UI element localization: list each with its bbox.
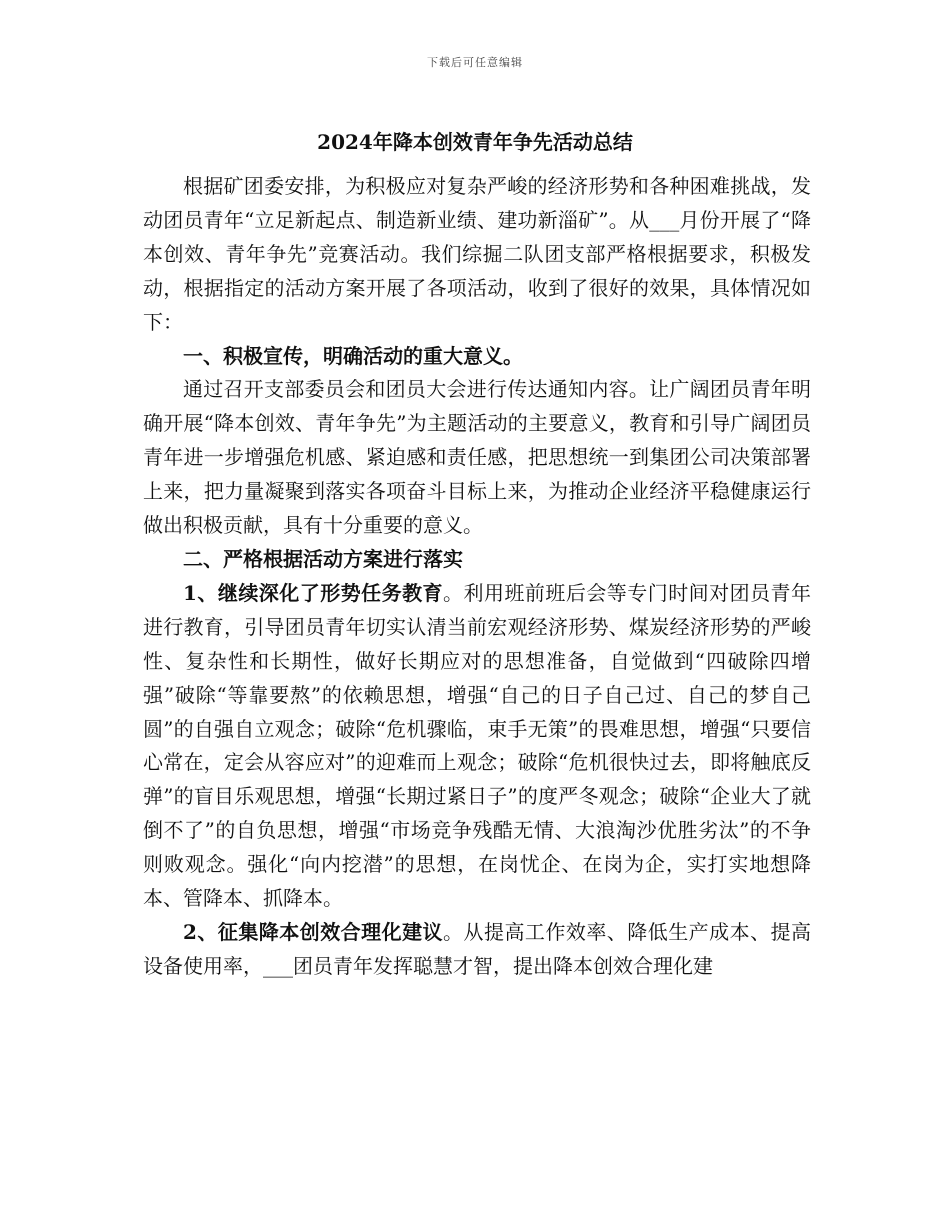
paragraph-publicity: 通过召开支部委员会和团员大会进行传达通知内容。让广阔团员青年明确开展“降本创效、青年争先”为主题活动的主要意义，教育和引导广阔团员青年进一步增强危机感、紧迫感和责任感，把思想统一到集团公司决策部署上来，把力量凝聚到落实各项奋斗目标上来，为推动企业经济平稳健康运行做出积极贡献，具有十分重要的意义。	[143, 377, 811, 538]
section-heading-1: 一、积极宣传，明确活动的重大意义。	[183, 343, 523, 368]
paragraph-suggestions-lead: 2、征集降本创效合理化建议	[183, 919, 444, 944]
paragraph-education	[143, 577, 811, 916]
paragraph-suggestions-text: 。从提高工作效率、降低生产成本、提高设备使用率，___团员青年发挥聪慧才智，提出降本创效合理化建	[143, 919, 812, 978]
document-title: 2024年降本创效青年争先活动总结	[317, 130, 633, 154]
paragraph-education-lead: 1、继续深化了形势任务教育	[183, 580, 444, 605]
section-heading-2: 二、严格根据活动方案进行落实	[183, 546, 463, 571]
paragraph-education-text: 。利用班前班后会等专门时间对团员青年进行教育，引导团员青年切实认清当前宏观经济形势、煤炭经济形势的严峻性、复杂性和长期性，做好长期应对的思想准备，自觉做到“四破除四增强”破除“等靠要熬”的依赖思想，增强“自己的日子自己过、自己的梦自己圆”的自强自立观念；破除“危机骤临，束手无策”的畏难思想，增强“只要信心常在，定会从容应对”的迎难而上观念；破除“危机很快过去，即将触底反弹”的盲目乐观思想，增强“长期过紧日子”的度严冬观念；破除“企业大了就倒不了”的自负思想，增强“市场竞争残酷无情、大浪淘沙优胜劣汰”的不争则败观念。强化“向内挖潜”的思想，在岗忧企、在岗为企，实打实地想降本、管降本、抓降本。	[143, 580, 812, 911]
paragraph-suggestions	[143, 916, 811, 984]
header-note: 下载后可任意编辑	[427, 56, 523, 69]
document-body	[143, 170, 811, 984]
paragraph-intro: 根据矿团委安排，为积极应对复杂严峻的经济形势和各种困难挑战，发动团员青年“立足新起点、制造新业绩、建功新淄矿”。从___月份开展了“降本创效、青年争先”竞赛活动。我们综掘二队团支部严格根据要求，积极发动，根据指定的活动方案开展了各项活动，收到了很好的效果，具体情况如下：	[143, 174, 811, 334]
